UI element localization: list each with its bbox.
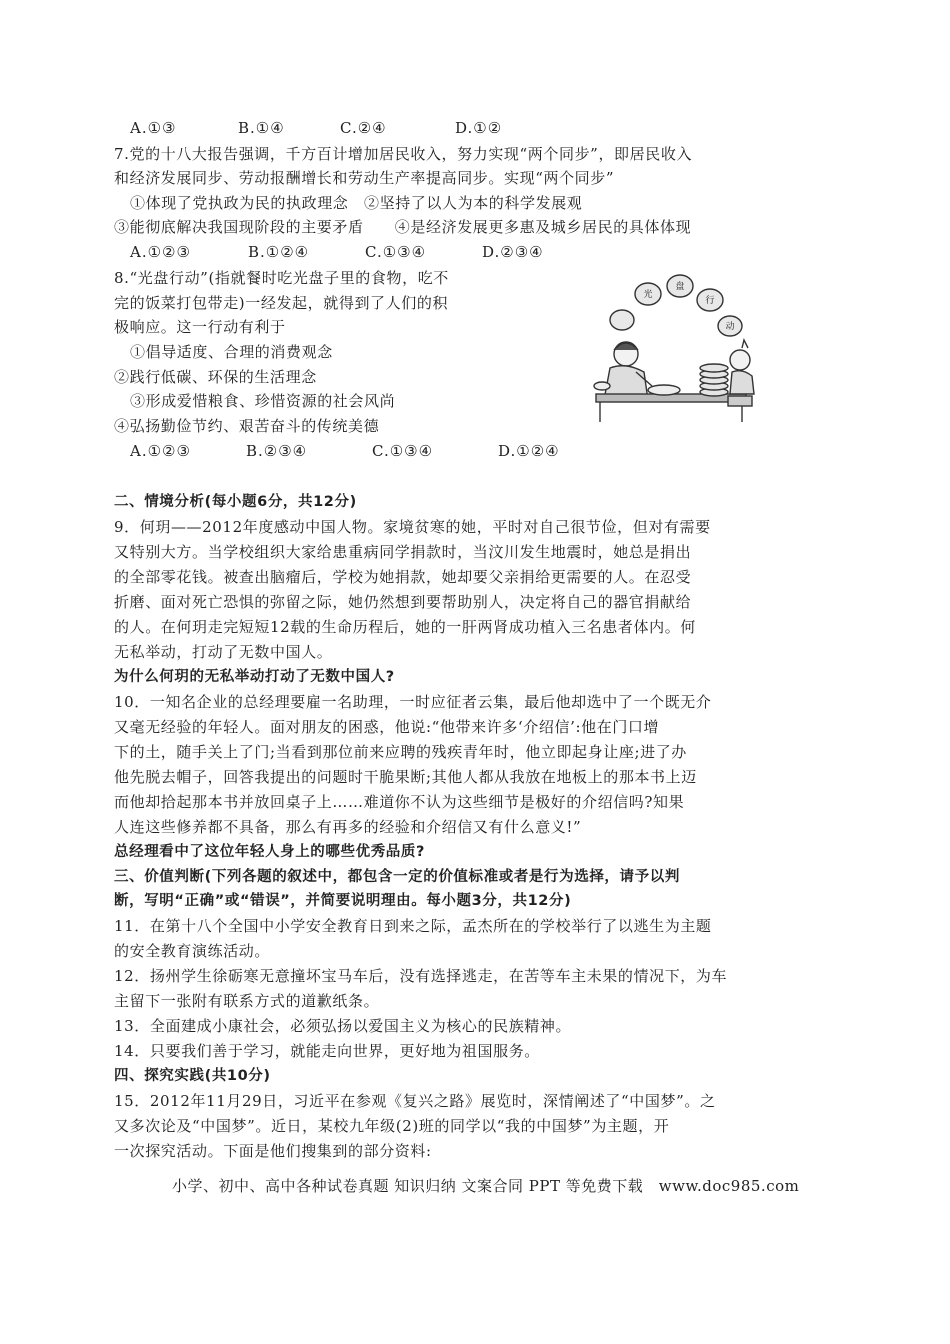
q7-option-b: B.①②④ bbox=[248, 243, 310, 261]
q8-item-line: ③形成爱惜粮食、珍惜资源的社会风尚 bbox=[130, 392, 396, 410]
q9-question: 为什么何玥的无私举动打动了无数中国人? bbox=[114, 669, 395, 685]
q10-line: 10．一知名企业的总经理要雇一名助理，一时应征者云集，最后他却选中了一个既无介 bbox=[114, 693, 712, 711]
q8-option-d: D.①②④ bbox=[498, 442, 560, 460]
q7-option-c: C.①③④ bbox=[365, 243, 427, 261]
q9-line: 的全部零花钱。被查出脑瘤后，学校为她捐款，她却要父亲捐给更需要的人。在忍受 bbox=[114, 568, 692, 586]
question-14: 14．只要我们善于学习，就能走向世界，更好地为祖国服务。 bbox=[114, 1042, 540, 1060]
q6-option-a: A.①③ bbox=[130, 119, 177, 137]
q12-line: 主留下一张附有联系方式的道歉纸条。 bbox=[114, 992, 380, 1010]
q9-line: 无私举动，打动了无数中国人。 bbox=[114, 643, 333, 661]
q6-option-b: B.①④ bbox=[238, 119, 285, 137]
q7-item-line: ③能彻底解决我国现阶段的主要矛盾 ④是经济发展更多惠及城乡居民的具体体现 bbox=[114, 218, 692, 236]
cartoon-char: 光 bbox=[643, 290, 653, 300]
cartoon-char: 盘 bbox=[675, 282, 685, 292]
q10-line: 人连这些修养都不具备，那么有再多的经验和介绍信又有什么意义!” bbox=[114, 818, 582, 836]
q7-item-line: ①体现了党执政为民的执政理念 ②坚持了以人为本的科学发展观 bbox=[130, 194, 583, 212]
q11-line: 的安全教育演练活动。 bbox=[114, 942, 271, 960]
q7-option-a: A.①②③ bbox=[130, 243, 191, 261]
q10-line: 他先脱去帽子，回答我提出的问题时干脆果断;其他人都从我放在地板上的那本书上迈 bbox=[114, 768, 697, 786]
page-footer: 小学、初中、高中各种试卷真题 知识归纳 文案合同 PPT 等免费下载 www.doc985.com bbox=[172, 1177, 800, 1195]
section-4-heading: 四、探究实践(共10分) bbox=[114, 1068, 271, 1084]
q8-option-a: A.①②③ bbox=[130, 442, 191, 460]
q8-item-line: ①倡导适度、合理的消费观念 bbox=[130, 343, 333, 361]
q8-option-c: C.①③④ bbox=[372, 442, 434, 460]
q6-option-d: D.①② bbox=[455, 119, 503, 137]
q8-item-line: ④弘扬勤俭节约、艰苦奋斗的传统美德 bbox=[114, 417, 380, 435]
q12-line: 12．扬州学生徐砺寒无意撞坏宝马车后，没有选择逃走，在苦等车主未果的情况下，为车 bbox=[114, 967, 728, 985]
cartoon-char: 动 bbox=[725, 322, 735, 332]
section-3-heading: 三、价值判断(下列各题的叙述中，都包含一定的价值标准或者是行为选择，请予以判 bbox=[114, 869, 680, 885]
section-3-heading-cont: 断，写明“正确”或“错误”，并简要说明理由。每小题3分，共12分) bbox=[114, 893, 572, 909]
q8-stem-line: 8.“光盘行动”(指就餐时吃光盘子里的食物，吃不 bbox=[114, 269, 449, 287]
q10-line: 下的土，随手关上了门;当看到那位前来应聘的残疾青年时，他立即起身让座;进了办 bbox=[114, 743, 687, 761]
q8-stem-line: 极响应。这一行动有利于 bbox=[114, 318, 286, 336]
q15-line: 一次探究活动。下面是他们搜集到的部分资料: bbox=[114, 1142, 432, 1160]
question-13: 13．全面建成小康社会，必须弘扬以爱国主义为核心的民族精神。 bbox=[114, 1017, 572, 1035]
cartoon-char: 行 bbox=[705, 296, 715, 306]
q9-line: 的人。在何玥走完短短12载的生命历程后，她的一肝两肾成功植入三名患者体内。何 bbox=[114, 618, 696, 636]
q6-option-c: C.②④ bbox=[340, 119, 387, 137]
q10-question: 总经理看中了这位年轻人身上的哪些优秀品质? bbox=[114, 844, 426, 860]
flying-plate-icon bbox=[610, 310, 634, 330]
q9-line: 9．何玥——2012年度感动中国人物。家境贫寒的她，平时对自己很节俭，但对有需要 bbox=[114, 518, 711, 536]
q15-line: 15．2012年11月29日，习近平在参观《复兴之路》展览时，深情阐述了“中国梦”。之 bbox=[114, 1092, 716, 1110]
q10-line: 而他却拾起那本书并放回桌子上……难道你不认为这些细节是极好的介绍信吗?知果 bbox=[114, 793, 685, 811]
q10-line: 又毫无经验的年轻人。面对朋友的困惑，他说:“他带来许多‘介绍信’:他在门口增 bbox=[114, 718, 660, 736]
q9-line: 又特别大方。当学校组织大家给患重病同学捐款时，当汶川发生地震时，她总是捐出 bbox=[114, 543, 692, 561]
q7-option-d: D.②③④ bbox=[482, 243, 544, 261]
q7-stem-line: 和经济发展同步、劳动报酬增长和劳动生产率提高同步。实现“两个同步” bbox=[114, 169, 615, 187]
q8-option-b: B.②③④ bbox=[246, 442, 308, 460]
q7-stem-line: 7.党的十八大报告强调，千方百计增加居民收入，努力实现“两个同步”，即居民收入 bbox=[114, 145, 693, 163]
q15-line: 又多次论及“中国梦”。近日，某校九年级(2)班的同学以“我的中国梦”为主题，开 bbox=[114, 1117, 670, 1135]
q8-stem-line: 完的饭菜打包带走)一经发起，就得到了人们的积 bbox=[114, 294, 449, 312]
section-2-heading: 二、情境分析(每小题6分，共12分) bbox=[114, 494, 357, 510]
clean-plate-cartoon bbox=[592, 268, 756, 424]
q11-line: 11．在第十八个全国中小学安全教育日到来之际，孟杰所在的学校举行了以逃生为主题 bbox=[114, 917, 712, 935]
q8-item-line: ②践行低碳、环保的生活理念 bbox=[114, 368, 317, 386]
q9-line: 折磨、面对死亡恐惧的弥留之际，她仍然想到要帮助别人，决定将自己的器官捐献给 bbox=[114, 593, 692, 611]
